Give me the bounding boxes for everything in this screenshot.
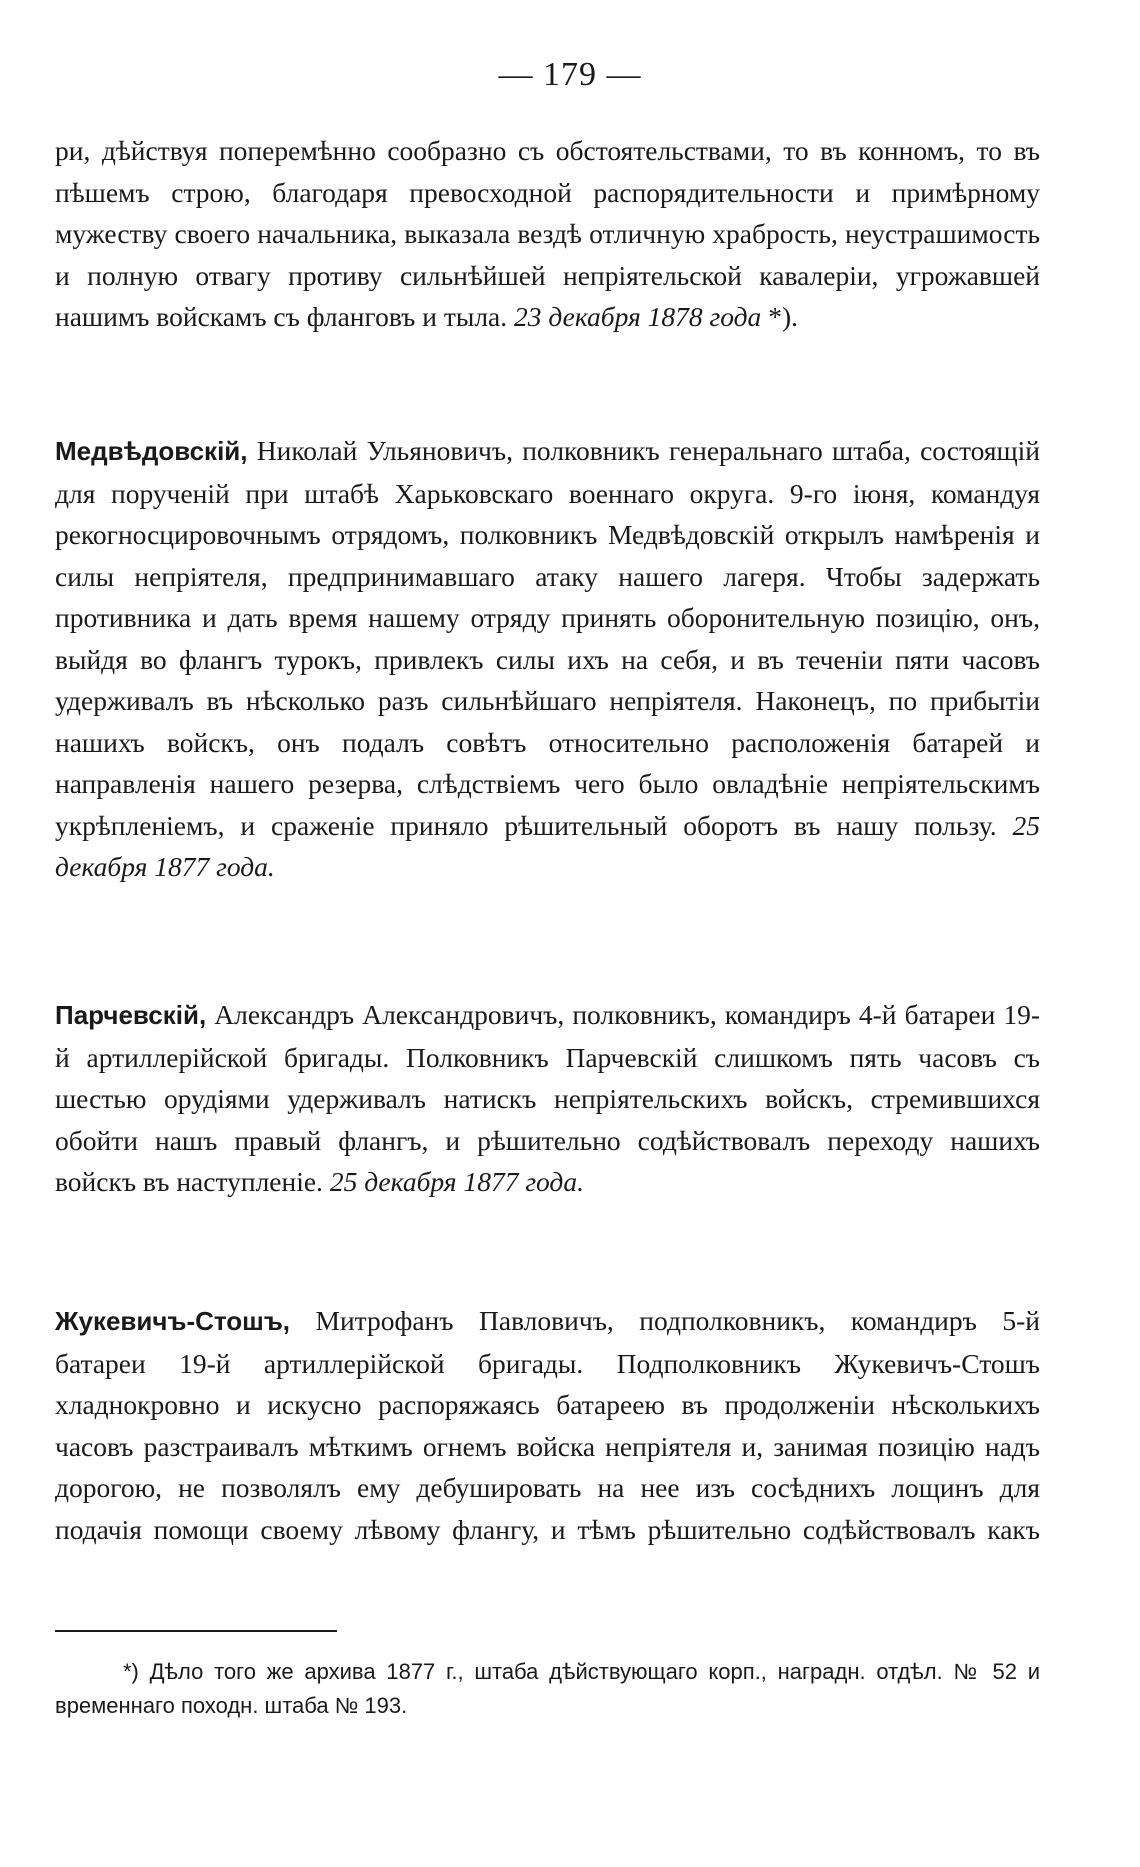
entry-medvedovsky (55, 430, 1040, 888)
entry-zhukevich (55, 1300, 1040, 1550)
officer-name: Медвѣдовскій, (55, 436, 248, 466)
paragraph-text: ри, дѣйствуя поперемѣнно сообразно съ обстоятельствами, то въ конномъ, то въ пѣшемъ строю, благодаря превосходной распорядительности и примѣрному мужеству своего начальника, выказала вездѣ отличную храбрость, неустрашимость и полную отвагу противу сильнѣйшей непріятельской кавалеріи, угрожавшей нашимъ войскамъ съ фланговъ и тыла. (55, 135, 1040, 332)
footnote-divider (55, 1630, 337, 1632)
award-date: 23 декабря 1878 года (514, 301, 762, 332)
page-number: — 179 — (498, 56, 642, 93)
entry-parchevsky (55, 994, 1040, 1203)
award-date: 25 декабря 1877 года. (329, 1166, 584, 1197)
officer-name: Жукевичъ-Стошъ, (55, 1306, 291, 1336)
award-date: 25 декабря 1877 года. (55, 809, 1040, 882)
entry-text: Александръ Александровичъ, полковникъ, командиръ 4-й батареи 19-й артиллерійской бригады. Полковникъ Парчевскій слишкомъ пять часовъ съ шестью орудіями удерживалъ натискъ непріятельскихъ войскъ, стремившихся обойти нашъ правый флангъ, и рѣшительно содѣйствовалъ переходу нашихъ войскъ въ наступленіе. (55, 999, 1041, 1197)
footnote-reference: *). (768, 301, 798, 332)
entry-text: Николай Ульяновичъ, полковникъ генеральнаго штаба, состоящій для порученій при штабѣ Харьковскаго военнаго округа. 9-го іюня, командуя рекогносцировочнымъ отрядомъ, полковникъ Медвѣдовскій открылъ намѣренія и силы непріятеля, предпринимавшаго атаку нашего лагеря. Чтобы задержать противника и дать время нашему отряду принять оборонительную позицію, онъ, выйдя во флангъ турокъ, привлекъ силы ихъ на себя, и въ теченіи пяти часовъ удерживалъ въ нѣсколько разъ сильнѣйшаго непріятеля. Наконецъ, по прибытіи нашихъ войскъ, онъ подалъ совѣтъ относительно расположенія батарей и направленія нашего резерва, слѣдствіемъ чего было овладѣніе непріятельскимъ укрѣпленіемъ, и сраженіе приняло рѣшительный оборотъ въ нашу пользу. (55, 435, 1041, 841)
officer-name: Парчевскій, (55, 1000, 207, 1030)
paragraph-continuation (55, 130, 1040, 338)
entry-text: Митрофанъ Павловичъ, подполковникъ, командиръ 5-й батареи 19-й артиллерійской бригады. Подполковникъ Жукевичъ-Стошъ хладнокровно и искусно распоряжаясь батареею въ продолженіи нѣсколькихъ часовъ разстраивалъ мѣткимъ огнемъ войска непріятеля и, занимая позицію надъ дорогою, не позволялъ ему дебушировать на нее изъ сосѣднихъ лощинъ для подачія помощи своему лѣвому флангу, и тѣмъ рѣшительно содѣйствовалъ какъ (55, 1305, 1040, 1545)
footnote: *) Дѣло того же архива 1877 г., штаба дѣйствующаго корп., наградн. отдѣл. № 52 и временнаго походн. штаба № 193. (55, 1659, 1040, 1718)
